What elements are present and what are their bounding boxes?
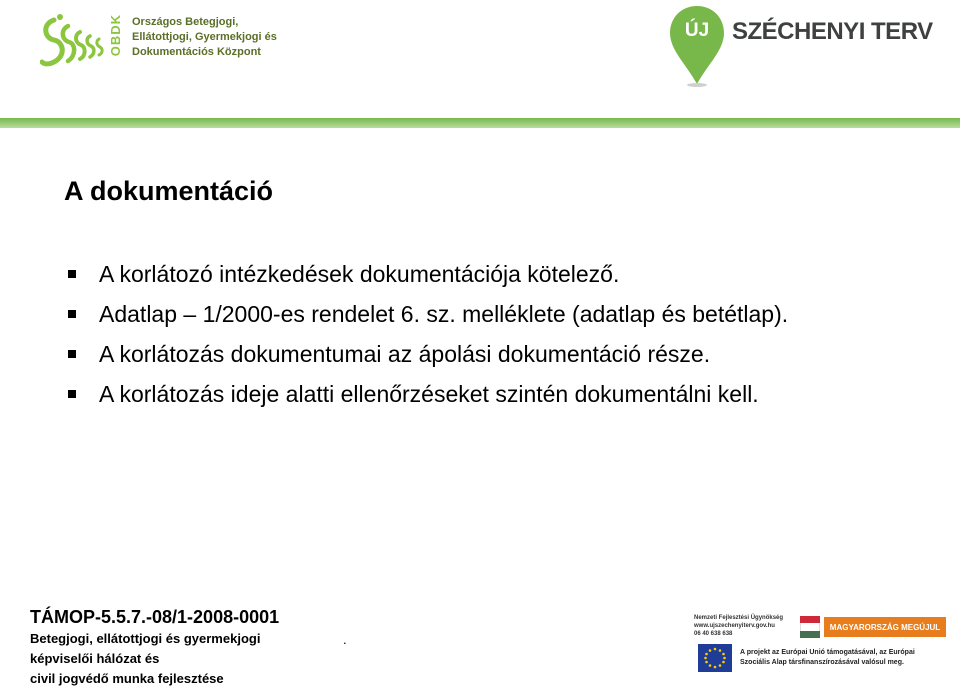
obdk-vertical-label: OBDK [108, 14, 123, 57]
project-code: TÁMOP-5.5.7.-08/1-2008-0001 [30, 607, 280, 627]
eu-line: Szociális Alap társfinanszírozásával valósul meg. [740, 659, 904, 666]
project-line: Betegjogi, ellátottjogi és gyermekjogi [30, 631, 261, 646]
uj-szechenyi-title: SZÉCHENYI TERV [732, 18, 933, 45]
obdk-spiral-icon [40, 12, 115, 74]
header [0, 0, 960, 120]
obdk-name-line: Dokumentációs Központ [132, 46, 261, 58]
magyarorszag-megujul-band: MAGYARORSZÁG MEGÚJUL [824, 617, 946, 637]
bullet-text: A korlátozás dokumentumai az ápolási dokumentáció része. [99, 341, 711, 367]
bullet-text: A korlátozó intézkedések dokumentációja kötelező. [99, 261, 620, 287]
bullet-text: Adatlap – 1/2000-es rendelet 6. sz. melléklete (adatlap és betétlap). [99, 301, 789, 327]
obdk-logo [40, 12, 277, 74]
obdk-name-line: Ellátottjogi, Gyermekjogi és [132, 31, 277, 43]
bullet-text: A korlátozás ideje alatti ellenőrzéseket szintén dokumentálni kell. [99, 381, 759, 407]
header-divider [0, 118, 960, 128]
bullet-item [64, 298, 944, 330]
square-bullet-icon [68, 350, 76, 358]
bullet-list [64, 258, 944, 418]
bullet-item [64, 338, 944, 370]
square-bullet-icon [68, 310, 76, 318]
project-line: civil jogvédő munka fejlesztése [30, 671, 224, 686]
nfu-line: www.ujszechenyiterv.gov.hu [694, 623, 775, 629]
hungarian-flag-icon [800, 616, 820, 638]
nfu-line: 06 40 638 638 [694, 631, 733, 637]
slide-title: A dokumentáció [64, 176, 274, 206]
bullet-item [64, 258, 944, 290]
nfu-text [694, 614, 783, 638]
eu-flag-icon [698, 644, 732, 672]
square-bullet-icon [68, 270, 76, 278]
footer-project [30, 605, 350, 689]
funding-logos [686, 604, 956, 684]
uj-pin-label: ÚJ [684, 20, 710, 41]
eu-line: A projekt az Európai Unió támogatásával, az Európai [740, 649, 915, 656]
obdk-name [132, 15, 302, 60]
square-bullet-icon [68, 390, 76, 398]
footer-dot: . [343, 632, 347, 647]
nfu-line: Nemzeti Fejlesztési Ügynökség [694, 615, 784, 621]
project-line: képviselői hálózat és [30, 651, 160, 666]
eu-funding-text [740, 648, 950, 668]
obdk-name-line: Országos Betegjogi, [132, 16, 239, 28]
map-pin-icon [668, 4, 726, 88]
bullet-item [64, 378, 944, 410]
uj-szechenyi-logo [660, 0, 950, 95]
